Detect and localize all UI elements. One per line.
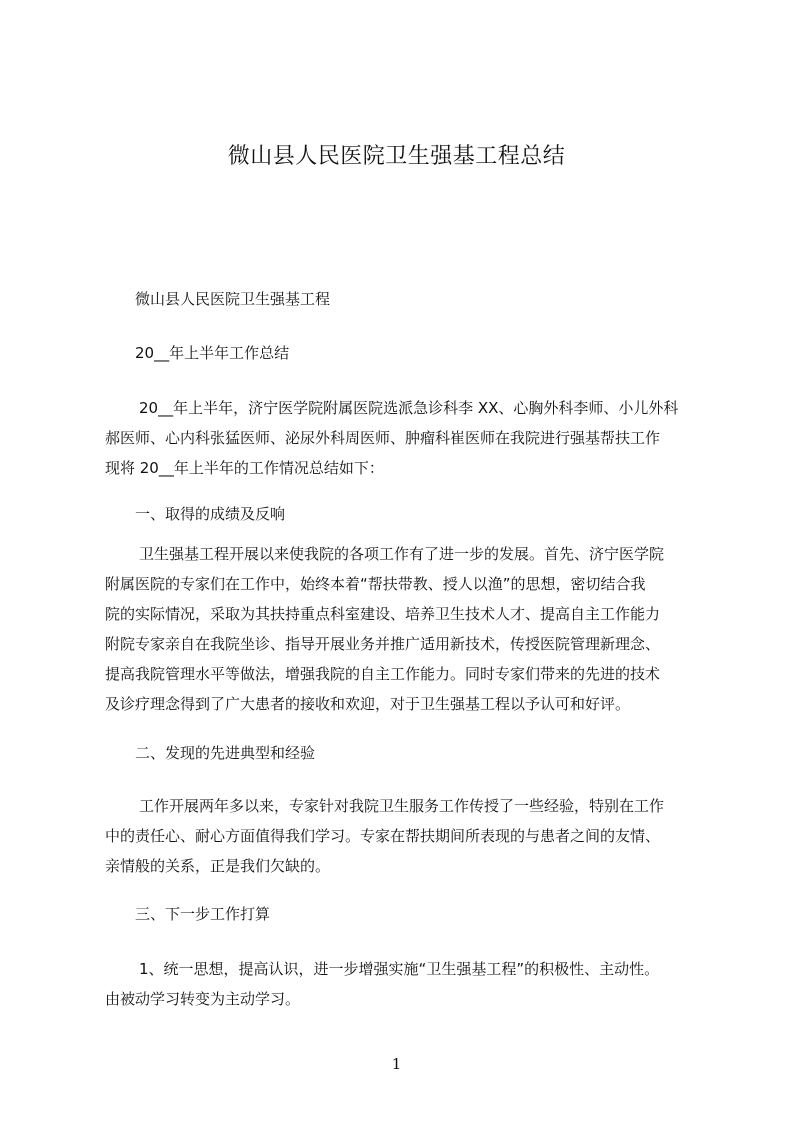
text-line: 中的责任心、耐心方面值得我们学习。专家在帮扶期间所表现的与患者之间的友情、 — [105, 827, 661, 845]
text-line: 工作开展两年多以来，专家针对我院卫生服务工作传授了一些经验，特别在工作 — [139, 797, 665, 815]
section-2-heading — [105, 738, 703, 768]
subtitle-line-1 — [105, 284, 703, 314]
text-line: 院的实际情况，采取为其扶持重点科室建设、培养卫生技术人才、提高自主工作能力 — [105, 605, 661, 623]
subtitle-line-2 — [105, 338, 703, 368]
text-line: 20__年上半年，济宁医学院附属医院选派急诊科李 XX、心胸外科李师、小儿外科 — [139, 399, 679, 417]
page-number: 1 — [391, 1055, 402, 1073]
heading-text: 二、发现的先进典型和经验 — [135, 744, 316, 762]
text-line: 附院专家亲自在我院坐诊、指导开展业务并推广适用新技术，传授医院管理新理念、 — [105, 635, 661, 653]
subtitle-text: 20__年上半年工作总结 — [135, 344, 290, 362]
heading-text: 一、取得的成绩及反响 — [135, 505, 286, 523]
section-2-body — [105, 791, 703, 881]
section-3-item-1 — [105, 954, 703, 1014]
text-line: 由被动学习转变为主动学习。 — [105, 990, 301, 1008]
section-1-heading — [105, 499, 703, 529]
subtitle-text: 微山县人民医院卫生强基工程 — [135, 290, 331, 308]
heading-text: 三、下一步工作打算 — [135, 905, 271, 923]
text-line: 附属医院的专家们在工作中，始终本着“帮扶带教、授人以渔”的思想，密切结合我 — [105, 575, 646, 593]
section-1-body — [105, 539, 703, 719]
text-line: 卫生强基工程开展以来使我院的各项工作有了进一步的发展。首先、济宁医学院 — [139, 545, 665, 563]
document-title: 微山县人民医院卫生强基工程总结 — [227, 144, 566, 169]
text-line: 郝医师、心内科张猛医师、泌尿外科周医师、肿瘤科崔医师在我院进行强基帮扶工作 — [105, 429, 661, 447]
text-line: 及诊疗理念得到了广大患者的接收和欢迎，对于卫生强基工程以予认可和好评。 — [105, 695, 631, 713]
intro-paragraph — [105, 393, 703, 483]
text-line: 1、统一思想，提高认识，进一步增强实施“卫生强基工程”的积极性、主动性。 — [139, 960, 660, 978]
text-line: 亲情般的关系，正是我们欠缺的。 — [105, 857, 331, 875]
text-line: 现将 20__年上半年的工作情况总结如下： — [105, 459, 384, 477]
text-line: 提高我院管理水平等做法，增强我院的自主工作能力。同时专家们带来的先进的技术 — [105, 665, 661, 683]
section-3-heading — [105, 899, 703, 929]
